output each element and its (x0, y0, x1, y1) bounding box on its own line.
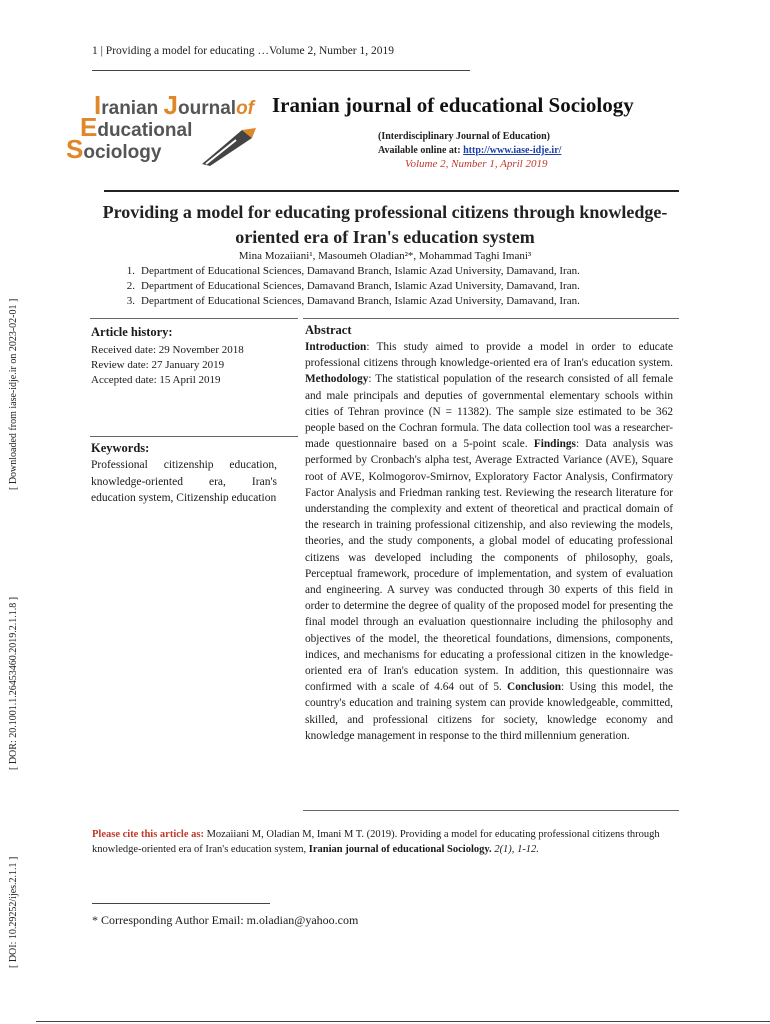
affiliation-list (113, 264, 593, 309)
received-date: Received date: 29 November 2018 (91, 344, 244, 356)
left-column-rule (90, 318, 298, 319)
keywords-text: Professional citizenship education, knowledge-oriented era, Iran's education system, Citizenship education (91, 459, 277, 504)
abstract-body: Introduction: This study aimed to provide a model in order to educate professional citizens through knowledge-oriented era of Iran's education system. Methodology: The statistical population of the research consisted of all female and male principals and deputies of governmental elementary schools within cities of Tehran province (N = 11382). The sample size estimated to be 362 people based on the Cochran formula. The data collection tool was a researcher-made questionnaire based on a 5-point scale. Findings: Data analysis was performed by Cronbach's alpha test, Average Extracted Variance (AVE), Square root of AVE, Kolmogorov-Smirnov, Exploratory Factor Analysis, Confirmatory Factor Analysis and Friedman ranking test. Reviewing the research literature for understanding the complexity and extent of theoretical and practical domain of the research in training professional citizenship, and also reviewing the models, theories, and the study components, a global model of educating professional citizens was developed including the components of philosophy, goals, Perceptual framework, procedure of implementation, and system of evaluation and engineering. A survey was conducted through 30 experts of this field in order to determine the degree of quality of the proposed model for presenting the final model through an evaluation questionnaire including the philosophy and objectives of the model, the theoretical foundations, dimensions, components, indices, and mechanisms for educating a professional citizen in the knowledge-oriented era of Iran's education system. In addition, this questionnaire was confirmed with a scale of 4.64 out of 5. Conclusion: Using this model, the country's education and training system can provide knowledgeable, committed, skilled, and professional citizens for society, knowledge economy and knowledge management in response to the third millennium generation. (305, 341, 673, 742)
author-list: Mina Mozaiiani¹, Masoumeh Oladian²*, Mohammad Taghi Imani³ (238, 250, 532, 262)
affiliation-item: 2. Department of Educational Sciences, Damavand Branch, Islamic Azad University, Damavand, Iran. (126, 280, 580, 292)
journal-online: Available online at: http://www.iase-idje.ir/ (378, 145, 562, 156)
right-column-rule (303, 318, 679, 319)
journal-url-link[interactable]: http://www.iase-idje.ir/ (463, 145, 562, 156)
article-history (91, 343, 244, 388)
title-rule (104, 190, 679, 192)
footnote-rule (92, 903, 270, 904)
keywords-rule (90, 436, 298, 437)
running-header: 1 | Providing a model for educating …Volume 2, Number 1, 2019 (92, 45, 395, 57)
article-title: Providing a model for educating professional citizens through knowledge-oriented era of Iran's education system (102, 202, 668, 247)
doi-stamp: [ DOI: 10.29252/ijes.2.1.1 ] (8, 856, 19, 968)
review-date: Review date: 27 January 2019 (91, 359, 225, 371)
abstract-heading: Abstract (305, 323, 352, 337)
accepted-date: Accepted date: 15 April 2019 (91, 374, 221, 386)
pen-nib-icon (196, 124, 258, 168)
abstract-bottom-rule (303, 810, 679, 811)
journal-title: Iranian journal of educational Sociology (272, 93, 634, 117)
affiliation-item: 1. Department of Educational Sciences, Damavand Branch, Islamic Azad University, Damavand, Iran. (126, 265, 580, 277)
dor-stamp: [ DOR: 20.1001.1.26453460.2019.2.1.1.8 ] (8, 596, 19, 770)
journal-subtitle: (Interdisciplinary Journal of Education) (378, 131, 550, 142)
downloaded-stamp: [ Downloaded from iase-idje.ir on 2023-02-01 ] (8, 298, 19, 490)
journal-logo: Iranian Journalof Educational Sociology (66, 90, 276, 170)
corresponding-author-footnote: * Corresponding Author Email: m.oladian@yahoo.com (92, 913, 359, 927)
keywords-heading: Keywords: (91, 441, 150, 455)
journal-volume: Volume 2, Number 1, April 2019 (405, 158, 548, 170)
page-bottom-rule (36, 1021, 770, 1022)
citation: Please cite this article as: Mozaiiani M, Oladian M, Imani M T. (2019). Providing a model for educating professional citizens through knowledge-oriented era of Iran's education system, Iranian journal of educational Sociology. 2(1), 1-12. (92, 829, 660, 855)
article-history-heading: Article history: (91, 325, 173, 339)
header-rule (92, 70, 470, 71)
affiliation-item: 3. Department of Educational Sciences, Damavand Branch, Islamic Azad University, Damavand, Iran. (126, 295, 580, 307)
